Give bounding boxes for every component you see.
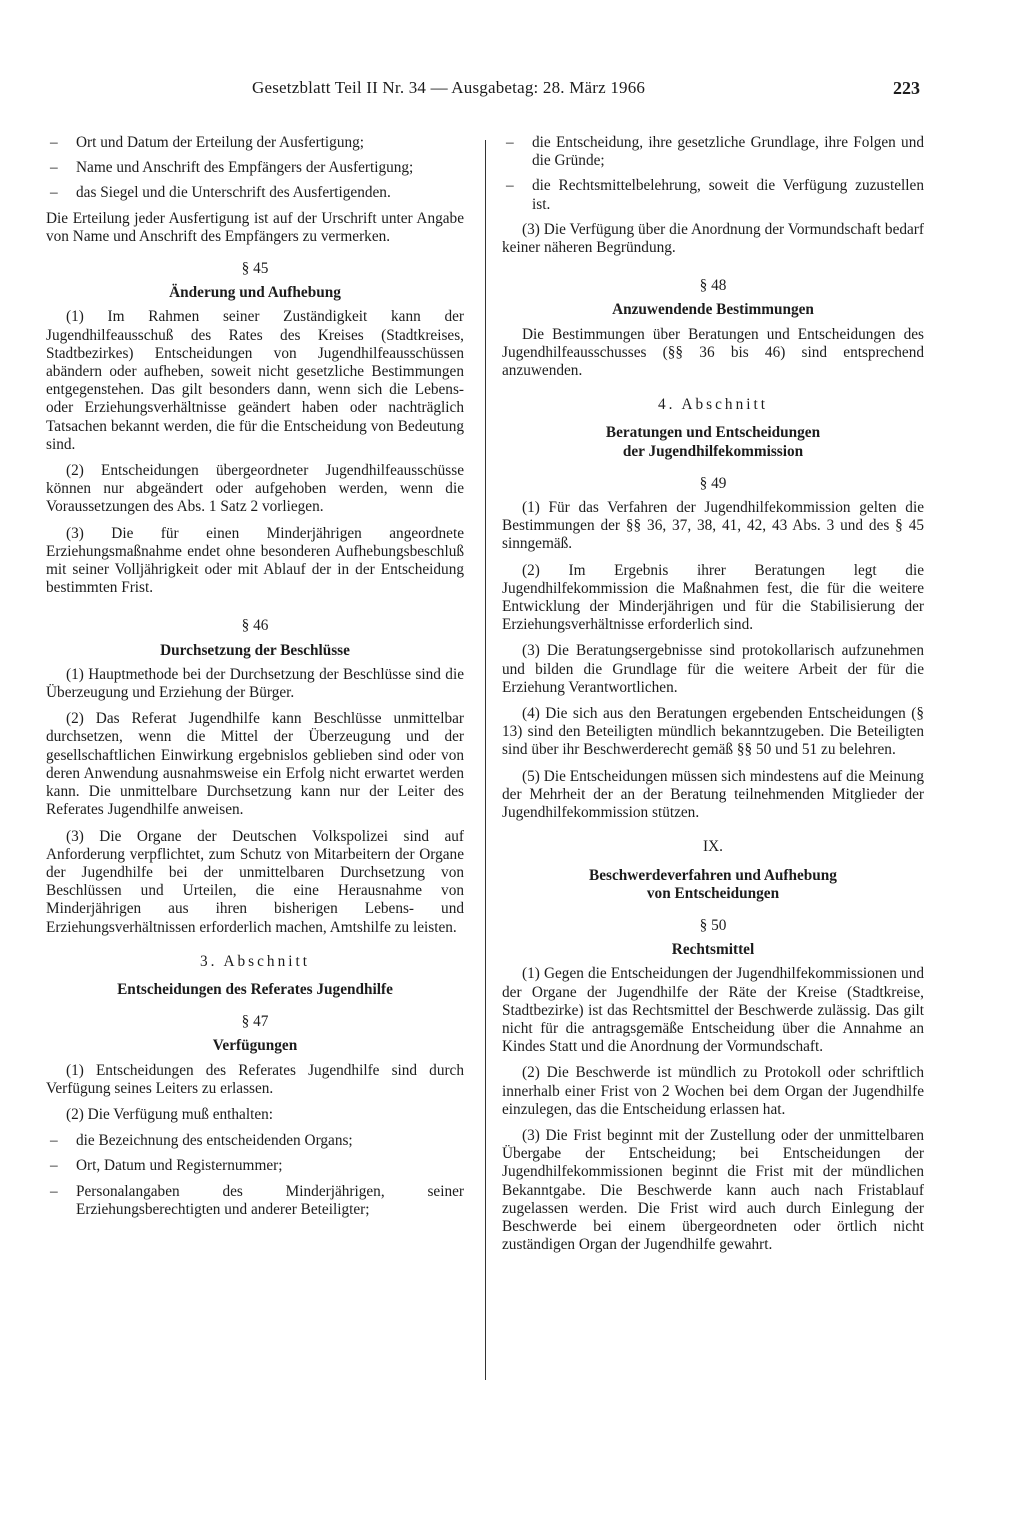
paragraph: (4) Die sich aus den Beratungen ergebenden Entscheidungen (§ 13) sind den Beteiligten mündlich bekanntzugeben. Die Beteiligten sind über ihr Beschwerderecht gemäß §§ 50 und 51 zu belehren. <box>502 705 924 759</box>
paragraph: (2) Die Beschwerde ist mündlich zu Protokoll oder schriftlich innerhalb einer Frist von 2 Wochen bei dem Organ der Jugendhilfe einzulegen, das die Entscheidung erlassen hat. <box>502 1064 924 1118</box>
right-column <box>502 134 924 1262</box>
list-item: – Name und Anschrift des Empfängers der Ausfertigung; <box>50 159 414 177</box>
list-item: – die Bezeichnung des entscheidenden Organs; <box>50 1132 353 1150</box>
list-item: – das Siegel und die Unterschrift des Ausfertigenden. <box>50 184 391 202</box>
section-title: Verfügungen <box>212 1037 298 1055</box>
paragraph: (1) Hauptmethode bei der Durchsetzung der Beschlüsse sind die Überzeugung und Erziehung der Bürger. <box>46 665 464 702</box>
section-number: § 47 <box>241 1013 269 1031</box>
paragraph: (3) Die Beratungsergebnisse sind protokollarisch aufzunehmen und bilden die Grundlage für die weitere Arbeit der für die Erziehung Verantwortlichen. <box>502 642 924 696</box>
list-item: – die Rechtsmittelbelehrung, soweit die Verfügung zuzustellen ist. <box>506 177 924 213</box>
paragraph: (1) Gegen die Entscheidungen der Jugendhilfekommissionen und der Organe der Jugendhilfe der Räte der Kreise (Stadtkreise, Stadtbezirke) ist das Rechtsmittel der Beschwerde zulässig. Das gilt nicht für die antragsgemäße Entscheidung über die Annahme an Kindes Statt und die Anordnung der Vormundschaft. <box>502 965 924 1056</box>
paragraph: (3) Die Frist beginnt mit der Zustellung oder der unmittelbaren Übergabe der Entscheidung; bei Entscheidungen der Jugendhilfekommissionen beginnt die Frist mit der mündlichen Bekanntgabe. Die Beschwerde kann auch nach Fristablauf zugelassen werden. Die Frist wird auch durch Einlegung der Beschwerde bei einem übergeordneten oder örtlich nicht zuständigen Organ der Jugendhilfe gewahrt. <box>502 1126 924 1254</box>
paragraph: (1) Im Rahmen seiner Zuständigkeit kann der Jugendhilfeausschuß des Rates des Kreises (Stadtkreises, Stadtbezirkes) Entscheidungen von Jugendhilfeausschüssen abändern oder aufheben, soweit nicht gesetzliche Bestimmungen entgegenstehen. Das gilt besonders dann, wenn sich die Lebens- oder Erziehungsverhältnisse geändert haben oder nachträglich Tatsachen bekannt werden, die für die Entscheidung von Bedeutung sind. <box>46 308 464 453</box>
paragraph: Die Bestimmungen über Beratungen und Entscheidungen des Jugendhilfeausschusses (§§ 36 bis 46) sind entsprechend anzuwenden. <box>502 325 924 380</box>
section-number: § 50 <box>699 916 727 934</box>
list-item: – Ort und Datum der Erteilung der Ausfertigung; <box>50 134 365 151</box>
chapter-title: der Jugendhilfekommission <box>622 442 804 460</box>
paragraph: (2) Im Ergebnis ihrer Beratungen legt die Jugendhilfekommission die Maßnahmen fest, die für die weitere Entwicklung der Minderjährigen und für die Stabilisierung der Erziehungsverhältnisse erforderlich sind. <box>502 561 924 634</box>
part-title: Beschwerdeverfahren und Aufhebung <box>589 866 837 884</box>
section-title: Anzuwendende Bestimmungen <box>612 301 814 319</box>
list-item: – die Entscheidung, ihre gesetzliche Grundlage, ihre Folgen und die Gründe; <box>506 134 924 170</box>
paragraph: (2) Entscheidungen übergeordneter Jugendhilfeausschüsse können nur abgeändert oder aufgehoben werden, wenn die Voraussetzungen des Abs. 1 Satz 2 vorliegen. <box>46 462 464 516</box>
paragraph: (1) Entscheidungen des Referates Jugendhilfe sind durch Verfügung seines Leiters zu erlassen. <box>46 1061 464 1097</box>
page-header <box>0 78 1024 104</box>
column-divider <box>485 140 486 1380</box>
section-number: § 46 <box>241 617 269 635</box>
section-number: § 48 <box>699 277 727 295</box>
section-title: Durchsetzung der Beschlüsse <box>160 641 350 659</box>
paragraph: (1) Für das Verfahren der Jugendhilfekommission gelten die Bestimmungen der §§ 36, 37, 38, 41, 42, 43 Abs. 3 und des § 45 sinngemäß. <box>502 499 924 553</box>
section-title: Änderung und Aufhebung <box>169 284 341 302</box>
paragraph: Die Erteilung jeder Ausfertigung ist auf der Urschrift unter Angabe von Name und Anschrift des Empfängers zu vermerken. <box>46 209 464 245</box>
left-column <box>46 134 464 1226</box>
paragraph: (5) Die Entscheidungen müssen sich mindestens auf die Meinung der Mehrheit der an der Beratung teilnehmenden Mitglieder der Jugendhilfekommission stützen. <box>502 767 924 822</box>
paragraph: (3) Die Verfügung über die Anordnung der Vormundschaft bedarf keiner näheren Begründung. <box>502 220 924 257</box>
list-item: – Personalangaben des Minderjährigen, seiner Erziehungsberechtigten und anderer Beteiligter; <box>50 1182 464 1218</box>
paragraph: (3) Die für einen Minderjährigen angeordnete Erziehungsmaßnahme endet ohne besonderen Aufhebungsbeschluß mit seiner Volljährigkeit oder mit Ablauf der in der Entscheidung bestimmten Frist. <box>46 524 464 597</box>
page-number: 223 <box>893 78 920 98</box>
list-item: – Ort, Datum und Registernummer; <box>50 1157 283 1175</box>
header-title: Gesetzblatt Teil II Nr. 34 — Ausgabetag: 28. März 1966 <box>252 78 646 97</box>
paragraph: (2) Das Referat Jugendhilfe kann Beschlüsse unmittelbar durchsetzen, wenn die Mittel der Überzeugung und der gesellschaftlichen Einwirkung ergebnislos geblieben sind oder von deren Anwendung ausnahmsweise ein Erfolg nicht erwartet werden kann. Die unmittelbare Durchsetzung kann nur der Leiter des Referates Jugendhilfe anweisen. <box>46 710 464 819</box>
part-title: von Entscheidungen <box>646 884 780 902</box>
chapter-heading: 3. Abschnitt <box>200 952 310 970</box>
chapter-title: Entscheidungen des Referates Jugendhilfe <box>117 980 393 998</box>
part-heading: IX. <box>703 838 723 856</box>
section-title: Rechtsmittel <box>671 941 755 959</box>
section-number: § 49 <box>699 474 727 492</box>
section-number: § 45 <box>241 260 269 278</box>
paragraph: (3) Die Organe der Deutschen Volkspolizei sind auf Anforderung verpflichtet, zum Schutz von Mitarbeitern der Organe der Jugendhilfe bei der unmittelbaren Durchsetzung von Beschlüssen und Urteilen, die eine Herausnahme von Minderjährigen aus ihren bisherigen Lebens- und Erziehungsverhältnissen erforderlich machen, Amtshilfe zu leisten. <box>46 827 464 936</box>
chapter-heading: 4. Abschnitt <box>658 396 768 414</box>
paragraph: (2) Die Verfügung muß enthalten: <box>66 1105 274 1123</box>
chapter-title: Beratungen und Entscheidungen <box>605 424 821 442</box>
